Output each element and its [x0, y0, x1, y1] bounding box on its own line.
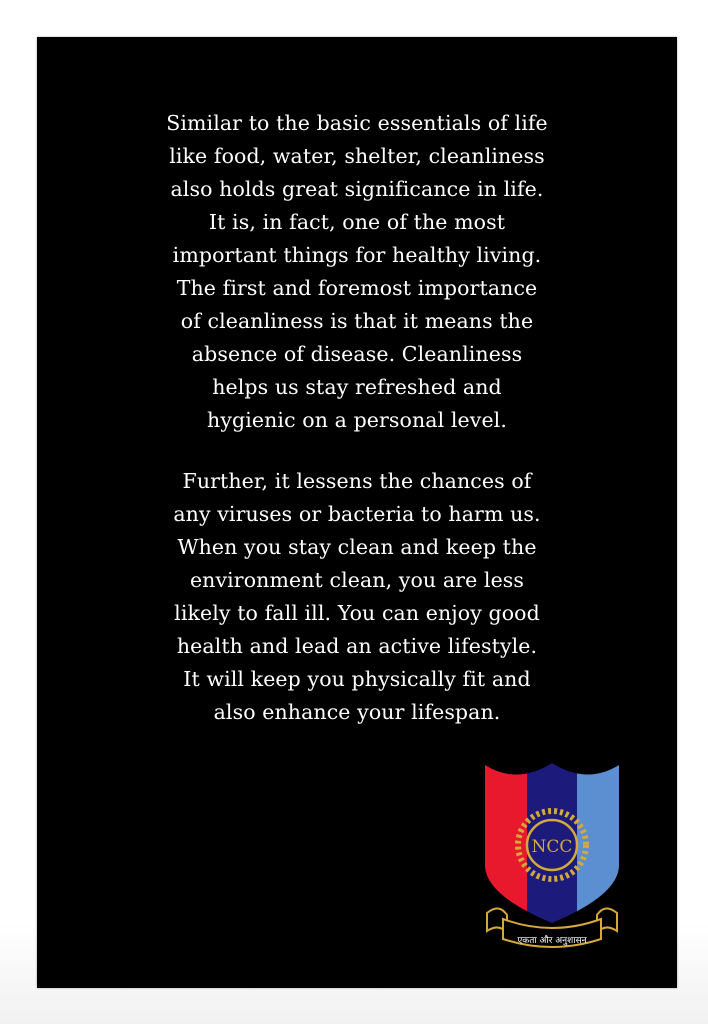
text-line: health and lead an active lifestyle.	[176, 634, 538, 658]
poster-card	[37, 37, 677, 988]
paragraph-2	[37, 465, 677, 729]
text-line: When you stay clean and keep the	[177, 535, 537, 559]
text-line: It is, in fact, one of the most	[208, 210, 506, 234]
text-line: of cleanliness is that it means the	[180, 309, 534, 333]
text-line: also holds great significance in life.	[170, 177, 544, 201]
emblem-motto: एकता और अनुशासन	[517, 936, 587, 946]
text-line: It will keep you physically fit and	[183, 667, 531, 691]
text-line: environment clean, you are less	[189, 568, 525, 592]
text-line: like food, water, shelter, cleanliness	[169, 144, 545, 168]
text-line: The first and foremost importance	[176, 276, 538, 300]
text-line: Similar to the basic essentials of life	[166, 111, 548, 135]
text-line: important things for healthy living.	[172, 243, 542, 267]
text-line: any viruses or bacteria to harm us.	[173, 502, 541, 526]
text-line: helps us stay refreshed and	[212, 375, 502, 399]
text-line: likely to fall ill. You can enjoy good	[174, 601, 540, 625]
emblem-label: NCC	[531, 837, 573, 857]
text-line: Further, it lessens the chances of	[182, 469, 532, 493]
ncc-emblem	[477, 755, 627, 955]
text-line: hygienic on a personal level.	[207, 408, 507, 432]
text-line: absence of disease. Cleanliness	[191, 342, 523, 366]
text-line: also enhance your lifespan.	[213, 700, 501, 724]
paragraph-1	[37, 107, 677, 437]
